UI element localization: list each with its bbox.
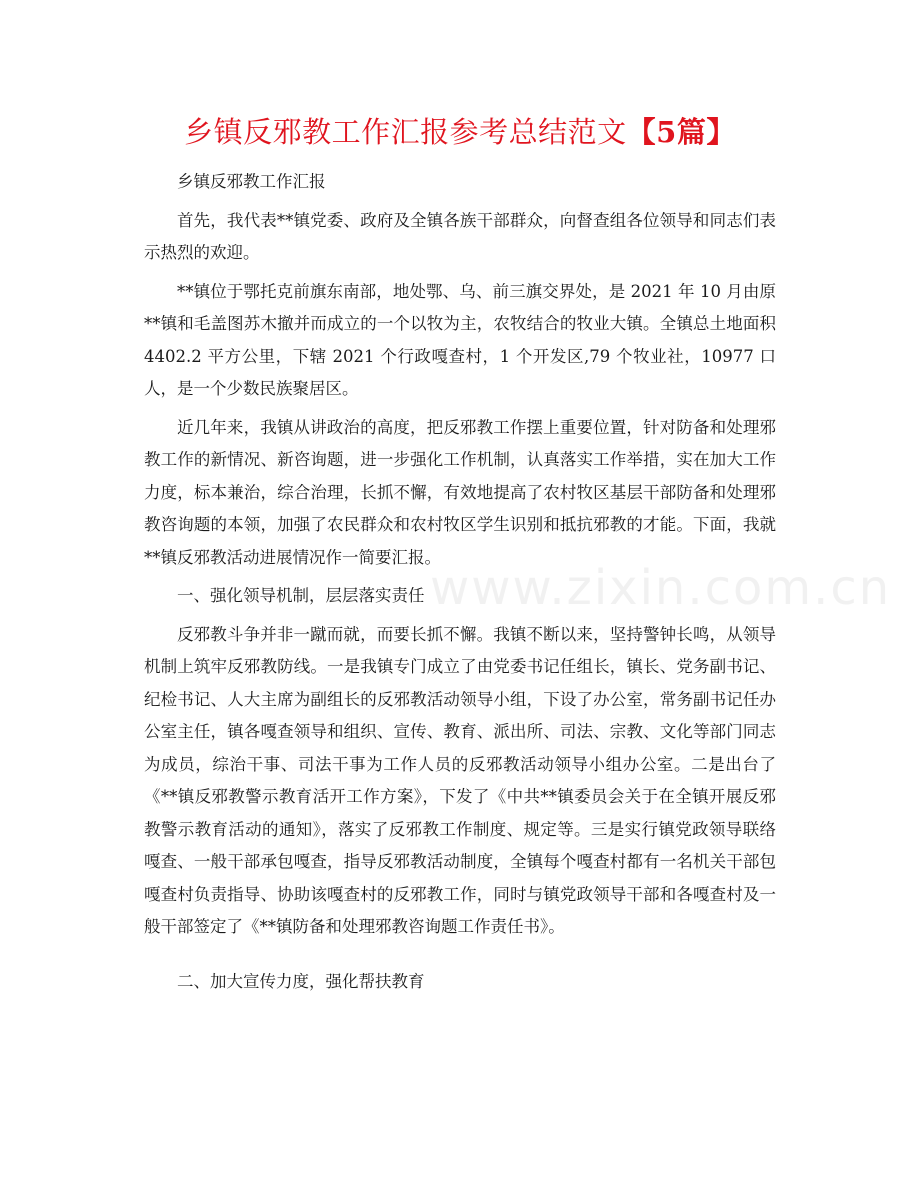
watermark: www.zixin.com.cn	[430, 560, 892, 616]
paragraph-overview: 近几年来，我镇从讲政治的高度，把反邪教工作摆上重要位置，针对防备和处理邪教工作的新情况、新咨询题，进一步强化工作机制，认真落实工作举措，实在加大工作力度，标本兼治，综合治理，长抓不懈，有效地提高了农村牧区基层干部防备和处理邪教咨询题的本领，加强了农民群众和农村牧区学生识别和抵抗邪教的才能。下面，我就**镇反邪教活动进展情况作一简要汇报。	[144, 417, 776, 567]
paragraph-town-profile: **镇位于鄂托克前旗东南部，地处鄂、乌、前三旗交界处，是 2021 年 10 月由原**镇和毛盖图苏木撤并而成立的一个以牧为主，农牧结合的牧业大镇。全镇总土地面积 4402.2 平方公里，下辖 2021 个行政嘎查村，1 个开发区,79 个牧业社，10977 口人，是一个少数民族聚居区。	[144, 281, 776, 398]
paragraph-greeting: 首先，我代表**镇党委、政府及全镇各族干部群众，向督查组各位领导和同志们表示热烈的欢迎。	[144, 210, 776, 262]
section1-paragraph: 反邪教斗争并非一蹴而就，而要长抓不懈。我镇不断以来，坚持警钟长鸣，从领导机制上筑牢反邪教防线。一是我镇专门成立了由党委书记任组长，镇长、党务副书记、纪检书记、人大主席为副组长的反邪教活动领导小组，下设了办公室，常务副书记任办公室主任，镇各嘎查领导和组织、宣传、教育、派出所、司法、宗教、文化等部门同志为成员，综治干事、司法干事为工作人员的反邪教活动领导小组办公室。二是出台了《**镇反邪教警示教育活开工作方案》，下发了《中共**镇委员会关于在全镇开展反邪教警示教育活动的通知》，落实了反邪教工作制度、规定等。三是实行镇党政领导联络嘎查、一般干部承包嘎查，指导反邪教活动制度，全镇每个嘎查村都有一名机关干部包嘎查村负责指导、协助该嘎查村的反邪教工作，同时与镇党政领导干部和各嘎查村及一般干部签定了《**镇防备和处理邪教咨询题工作责任书》。	[144, 624, 776, 936]
title-bracket: 【5篇】	[626, 115, 736, 149]
title-main: 乡镇反邪教工作汇报参考总结范文	[184, 115, 627, 149]
section1-heading: 一、强化领导机制，层层落实责任	[177, 586, 425, 605]
document-subtitle: 乡镇反邪教工作汇报	[177, 172, 326, 191]
document-title	[0, 112, 920, 152]
section2-heading: 二、加大宣传力度，强化帮扶教育	[177, 971, 425, 991]
document-body	[144, 166, 776, 1004]
